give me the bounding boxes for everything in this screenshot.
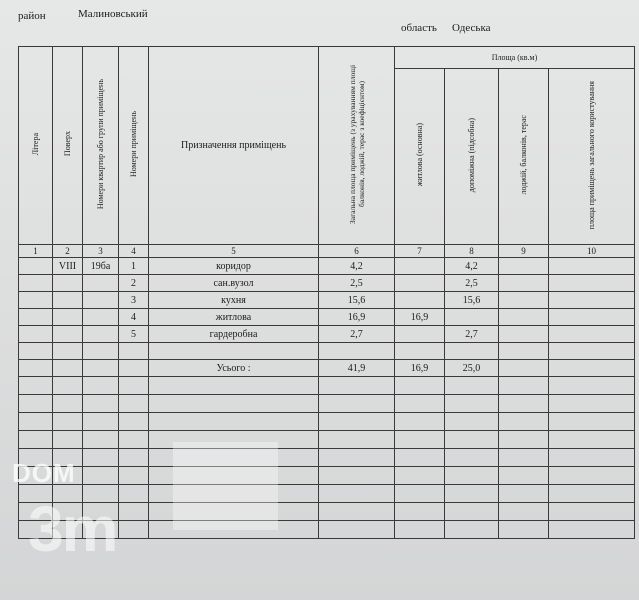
empty-cell bbox=[119, 449, 149, 467]
empty-cell bbox=[395, 485, 445, 503]
empty-cell bbox=[19, 485, 53, 503]
cell-common bbox=[549, 343, 635, 360]
header-auxiliary: допоміжна (підсобна) bbox=[445, 69, 499, 245]
empty-cell bbox=[445, 521, 499, 539]
empty-cell bbox=[549, 521, 635, 539]
column-number-row bbox=[19, 245, 635, 258]
empty-cell bbox=[119, 431, 149, 449]
empty-cell bbox=[83, 449, 119, 467]
empty-cell bbox=[395, 449, 445, 467]
empty-cell bbox=[395, 377, 445, 395]
empty-cell bbox=[549, 485, 635, 503]
cell-living: 16,9 bbox=[395, 309, 445, 326]
cell-room: 2 bbox=[119, 275, 149, 292]
cell-aux: 2,7 bbox=[445, 326, 499, 343]
empty-cell bbox=[53, 395, 83, 413]
cell-total: 2,7 bbox=[319, 326, 395, 343]
empty-table-row bbox=[19, 395, 635, 413]
empty-table-row bbox=[19, 485, 635, 503]
cell-purpose: кухня bbox=[149, 292, 319, 309]
empty-cell bbox=[445, 395, 499, 413]
cell-group bbox=[83, 360, 119, 377]
empty-cell bbox=[319, 521, 395, 539]
cell-purpose: сан.вузол bbox=[149, 275, 319, 292]
empty-cell bbox=[53, 521, 83, 539]
column-number: 3 bbox=[83, 245, 119, 258]
empty-cell bbox=[445, 431, 499, 449]
empty-cell bbox=[499, 521, 549, 539]
empty-cell bbox=[149, 431, 319, 449]
cell-purpose bbox=[149, 343, 319, 360]
empty-cell bbox=[19, 431, 53, 449]
empty-cell bbox=[53, 485, 83, 503]
empty-cell bbox=[319, 413, 395, 431]
table-row bbox=[19, 292, 635, 309]
cell-living bbox=[395, 292, 445, 309]
header-living: житлова (основна) bbox=[395, 69, 445, 245]
cell-balc bbox=[499, 292, 549, 309]
empty-cell bbox=[119, 521, 149, 539]
empty-cell bbox=[445, 485, 499, 503]
empty-cell bbox=[445, 503, 499, 521]
empty-cell bbox=[149, 395, 319, 413]
empty-cell bbox=[499, 431, 549, 449]
cell-purpose: коридор bbox=[149, 258, 319, 275]
empty-cell bbox=[499, 467, 549, 485]
empty-cell bbox=[119, 395, 149, 413]
empty-cell bbox=[149, 413, 319, 431]
header-letter: Літера bbox=[19, 47, 53, 245]
empty-cell bbox=[499, 503, 549, 521]
cell-total: 16,9 bbox=[319, 309, 395, 326]
cell-purpose: Усього : bbox=[149, 360, 319, 377]
watermark-logo: 3m bbox=[28, 493, 117, 565]
empty-cell bbox=[119, 485, 149, 503]
empty-cell bbox=[19, 449, 53, 467]
cell-total: 2,5 bbox=[319, 275, 395, 292]
cell-floor bbox=[53, 343, 83, 360]
empty-cell bbox=[499, 449, 549, 467]
cell-balc bbox=[499, 343, 549, 360]
empty-cell bbox=[53, 377, 83, 395]
empty-cell bbox=[149, 377, 319, 395]
cell-total: 4,2 bbox=[319, 258, 395, 275]
cell-aux: 2,5 bbox=[445, 275, 499, 292]
empty-table-row bbox=[19, 467, 635, 485]
empty-table-row bbox=[19, 431, 635, 449]
empty-cell bbox=[149, 449, 319, 467]
empty-cell bbox=[83, 467, 119, 485]
empty-cell bbox=[549, 413, 635, 431]
region-label: область bbox=[401, 22, 437, 34]
cell-room bbox=[119, 343, 149, 360]
empty-cell bbox=[119, 413, 149, 431]
cell-common bbox=[549, 326, 635, 343]
table-row bbox=[19, 309, 635, 326]
cell-group bbox=[83, 292, 119, 309]
empty-cell bbox=[83, 503, 119, 521]
empty-cell bbox=[445, 377, 499, 395]
empty-cell bbox=[19, 521, 53, 539]
empty-cell bbox=[149, 503, 319, 521]
empty-cell bbox=[445, 413, 499, 431]
cell-total: 15,6 bbox=[319, 292, 395, 309]
table-row bbox=[19, 360, 635, 377]
empty-cell bbox=[445, 449, 499, 467]
empty-cell bbox=[549, 503, 635, 521]
region-value: Одеська bbox=[452, 22, 491, 34]
cell-aux: 4,2 bbox=[445, 258, 499, 275]
cell-living bbox=[395, 275, 445, 292]
empty-table-row bbox=[19, 449, 635, 467]
empty-cell bbox=[395, 467, 445, 485]
empty-cell bbox=[319, 485, 395, 503]
column-number: 6 bbox=[319, 245, 395, 258]
empty-cell bbox=[395, 503, 445, 521]
empty-cell bbox=[319, 377, 395, 395]
empty-cell bbox=[19, 413, 53, 431]
cell-total bbox=[319, 343, 395, 360]
empty-table-row bbox=[19, 413, 635, 431]
empty-cell bbox=[549, 467, 635, 485]
empty-cell bbox=[119, 503, 149, 521]
header-balconies: лоджій, балконів, терас bbox=[499, 69, 549, 245]
cell-balc bbox=[499, 275, 549, 292]
cell-common bbox=[549, 360, 635, 377]
empty-cell bbox=[83, 521, 119, 539]
table-row bbox=[19, 326, 635, 343]
empty-cell bbox=[119, 377, 149, 395]
cell-room: 3 bbox=[119, 292, 149, 309]
cell-living bbox=[395, 258, 445, 275]
empty-cell bbox=[19, 467, 53, 485]
column-number: 5 bbox=[149, 245, 319, 258]
cell-common bbox=[549, 275, 635, 292]
empty-table-row bbox=[19, 521, 635, 539]
cell-floor bbox=[53, 326, 83, 343]
empty-cell bbox=[119, 467, 149, 485]
cell-floor bbox=[53, 360, 83, 377]
empty-cell bbox=[549, 431, 635, 449]
cell-floor bbox=[53, 275, 83, 292]
empty-cell bbox=[83, 413, 119, 431]
empty-cell bbox=[319, 503, 395, 521]
empty-cell bbox=[499, 413, 549, 431]
table-row bbox=[19, 275, 635, 292]
cell-purpose: житлова bbox=[149, 309, 319, 326]
empty-cell bbox=[445, 467, 499, 485]
cell-floor bbox=[53, 292, 83, 309]
cell-common bbox=[549, 258, 635, 275]
empty-cell bbox=[83, 395, 119, 413]
cell-room: 4 bbox=[119, 309, 149, 326]
column-number: 4 bbox=[119, 245, 149, 258]
empty-cell bbox=[319, 395, 395, 413]
cell-floor: VIII bbox=[53, 258, 83, 275]
empty-cell bbox=[499, 377, 549, 395]
empty-cell bbox=[549, 395, 635, 413]
header-common: площа приміщень загального користування bbox=[549, 69, 635, 245]
cell-aux: 15,6 bbox=[445, 292, 499, 309]
empty-cell bbox=[319, 431, 395, 449]
cell-group bbox=[83, 309, 119, 326]
empty-cell bbox=[149, 467, 319, 485]
header-area-group: Площа (кв.м) bbox=[395, 47, 635, 69]
column-number: 1 bbox=[19, 245, 53, 258]
district-value: Малиновський bbox=[78, 8, 148, 20]
cell-room bbox=[119, 360, 149, 377]
column-number: 10 bbox=[549, 245, 635, 258]
empty-cell bbox=[83, 377, 119, 395]
cell-aux bbox=[445, 343, 499, 360]
cell-group bbox=[83, 275, 119, 292]
table-row bbox=[19, 343, 635, 360]
empty-cell bbox=[499, 395, 549, 413]
empty-cell bbox=[83, 485, 119, 503]
empty-cell bbox=[395, 431, 445, 449]
cell-living bbox=[395, 326, 445, 343]
cell-group bbox=[83, 343, 119, 360]
cell-letter bbox=[19, 258, 53, 275]
empty-table-row bbox=[19, 503, 635, 521]
cell-group bbox=[83, 326, 119, 343]
cell-balc bbox=[499, 309, 549, 326]
empty-cell bbox=[149, 521, 319, 539]
column-number: 9 bbox=[499, 245, 549, 258]
empty-cell bbox=[19, 395, 53, 413]
column-number: 2 bbox=[53, 245, 83, 258]
empty-cell bbox=[149, 485, 319, 503]
empty-cell bbox=[53, 467, 83, 485]
cell-letter bbox=[19, 343, 53, 360]
cell-letter bbox=[19, 275, 53, 292]
cell-letter bbox=[19, 292, 53, 309]
cell-living: 16,9 bbox=[395, 360, 445, 377]
empty-cell bbox=[19, 503, 53, 521]
empty-cell bbox=[53, 503, 83, 521]
cell-aux: 25,0 bbox=[445, 360, 499, 377]
empty-cell bbox=[549, 377, 635, 395]
empty-cell bbox=[53, 413, 83, 431]
header-total-area: Загальна площа приміщень (з урахуванням площі балконів, лоджій, терас з коефіцієнтом) bbox=[319, 47, 395, 245]
cell-living bbox=[395, 343, 445, 360]
column-number: 7 bbox=[395, 245, 445, 258]
cell-letter bbox=[19, 326, 53, 343]
cell-aux bbox=[445, 309, 499, 326]
rooms-table bbox=[18, 46, 635, 539]
column-number: 8 bbox=[445, 245, 499, 258]
cell-common bbox=[549, 292, 635, 309]
cell-common bbox=[549, 309, 635, 326]
empty-cell bbox=[395, 521, 445, 539]
empty-table-row bbox=[19, 377, 635, 395]
empty-cell bbox=[319, 449, 395, 467]
cell-letter bbox=[19, 360, 53, 377]
cell-total: 41,9 bbox=[319, 360, 395, 377]
cell-group: 19ба bbox=[83, 258, 119, 275]
header-purpose: Призначення приміщень bbox=[149, 47, 319, 245]
cell-floor bbox=[53, 309, 83, 326]
cell-letter bbox=[19, 309, 53, 326]
empty-cell bbox=[319, 467, 395, 485]
cell-balc bbox=[499, 326, 549, 343]
table-row bbox=[19, 258, 635, 275]
empty-cell bbox=[53, 449, 83, 467]
header-floor: Поверх bbox=[53, 47, 83, 245]
watermark-text: DOM bbox=[12, 458, 76, 488]
cell-room: 1 bbox=[119, 258, 149, 275]
empty-cell bbox=[19, 377, 53, 395]
header-room-numbers: Номери приміщень bbox=[119, 47, 149, 245]
empty-cell bbox=[395, 395, 445, 413]
cell-balc bbox=[499, 360, 549, 377]
empty-cell bbox=[53, 431, 83, 449]
empty-cell bbox=[395, 413, 445, 431]
district-label: район bbox=[18, 10, 46, 22]
header-group-numbers: Номери квартир або групи приміщень bbox=[83, 47, 119, 245]
empty-cell bbox=[499, 485, 549, 503]
empty-cell bbox=[83, 431, 119, 449]
empty-cell bbox=[549, 449, 635, 467]
cell-purpose: гардеробна bbox=[149, 326, 319, 343]
cell-balc bbox=[499, 258, 549, 275]
cell-room: 5 bbox=[119, 326, 149, 343]
